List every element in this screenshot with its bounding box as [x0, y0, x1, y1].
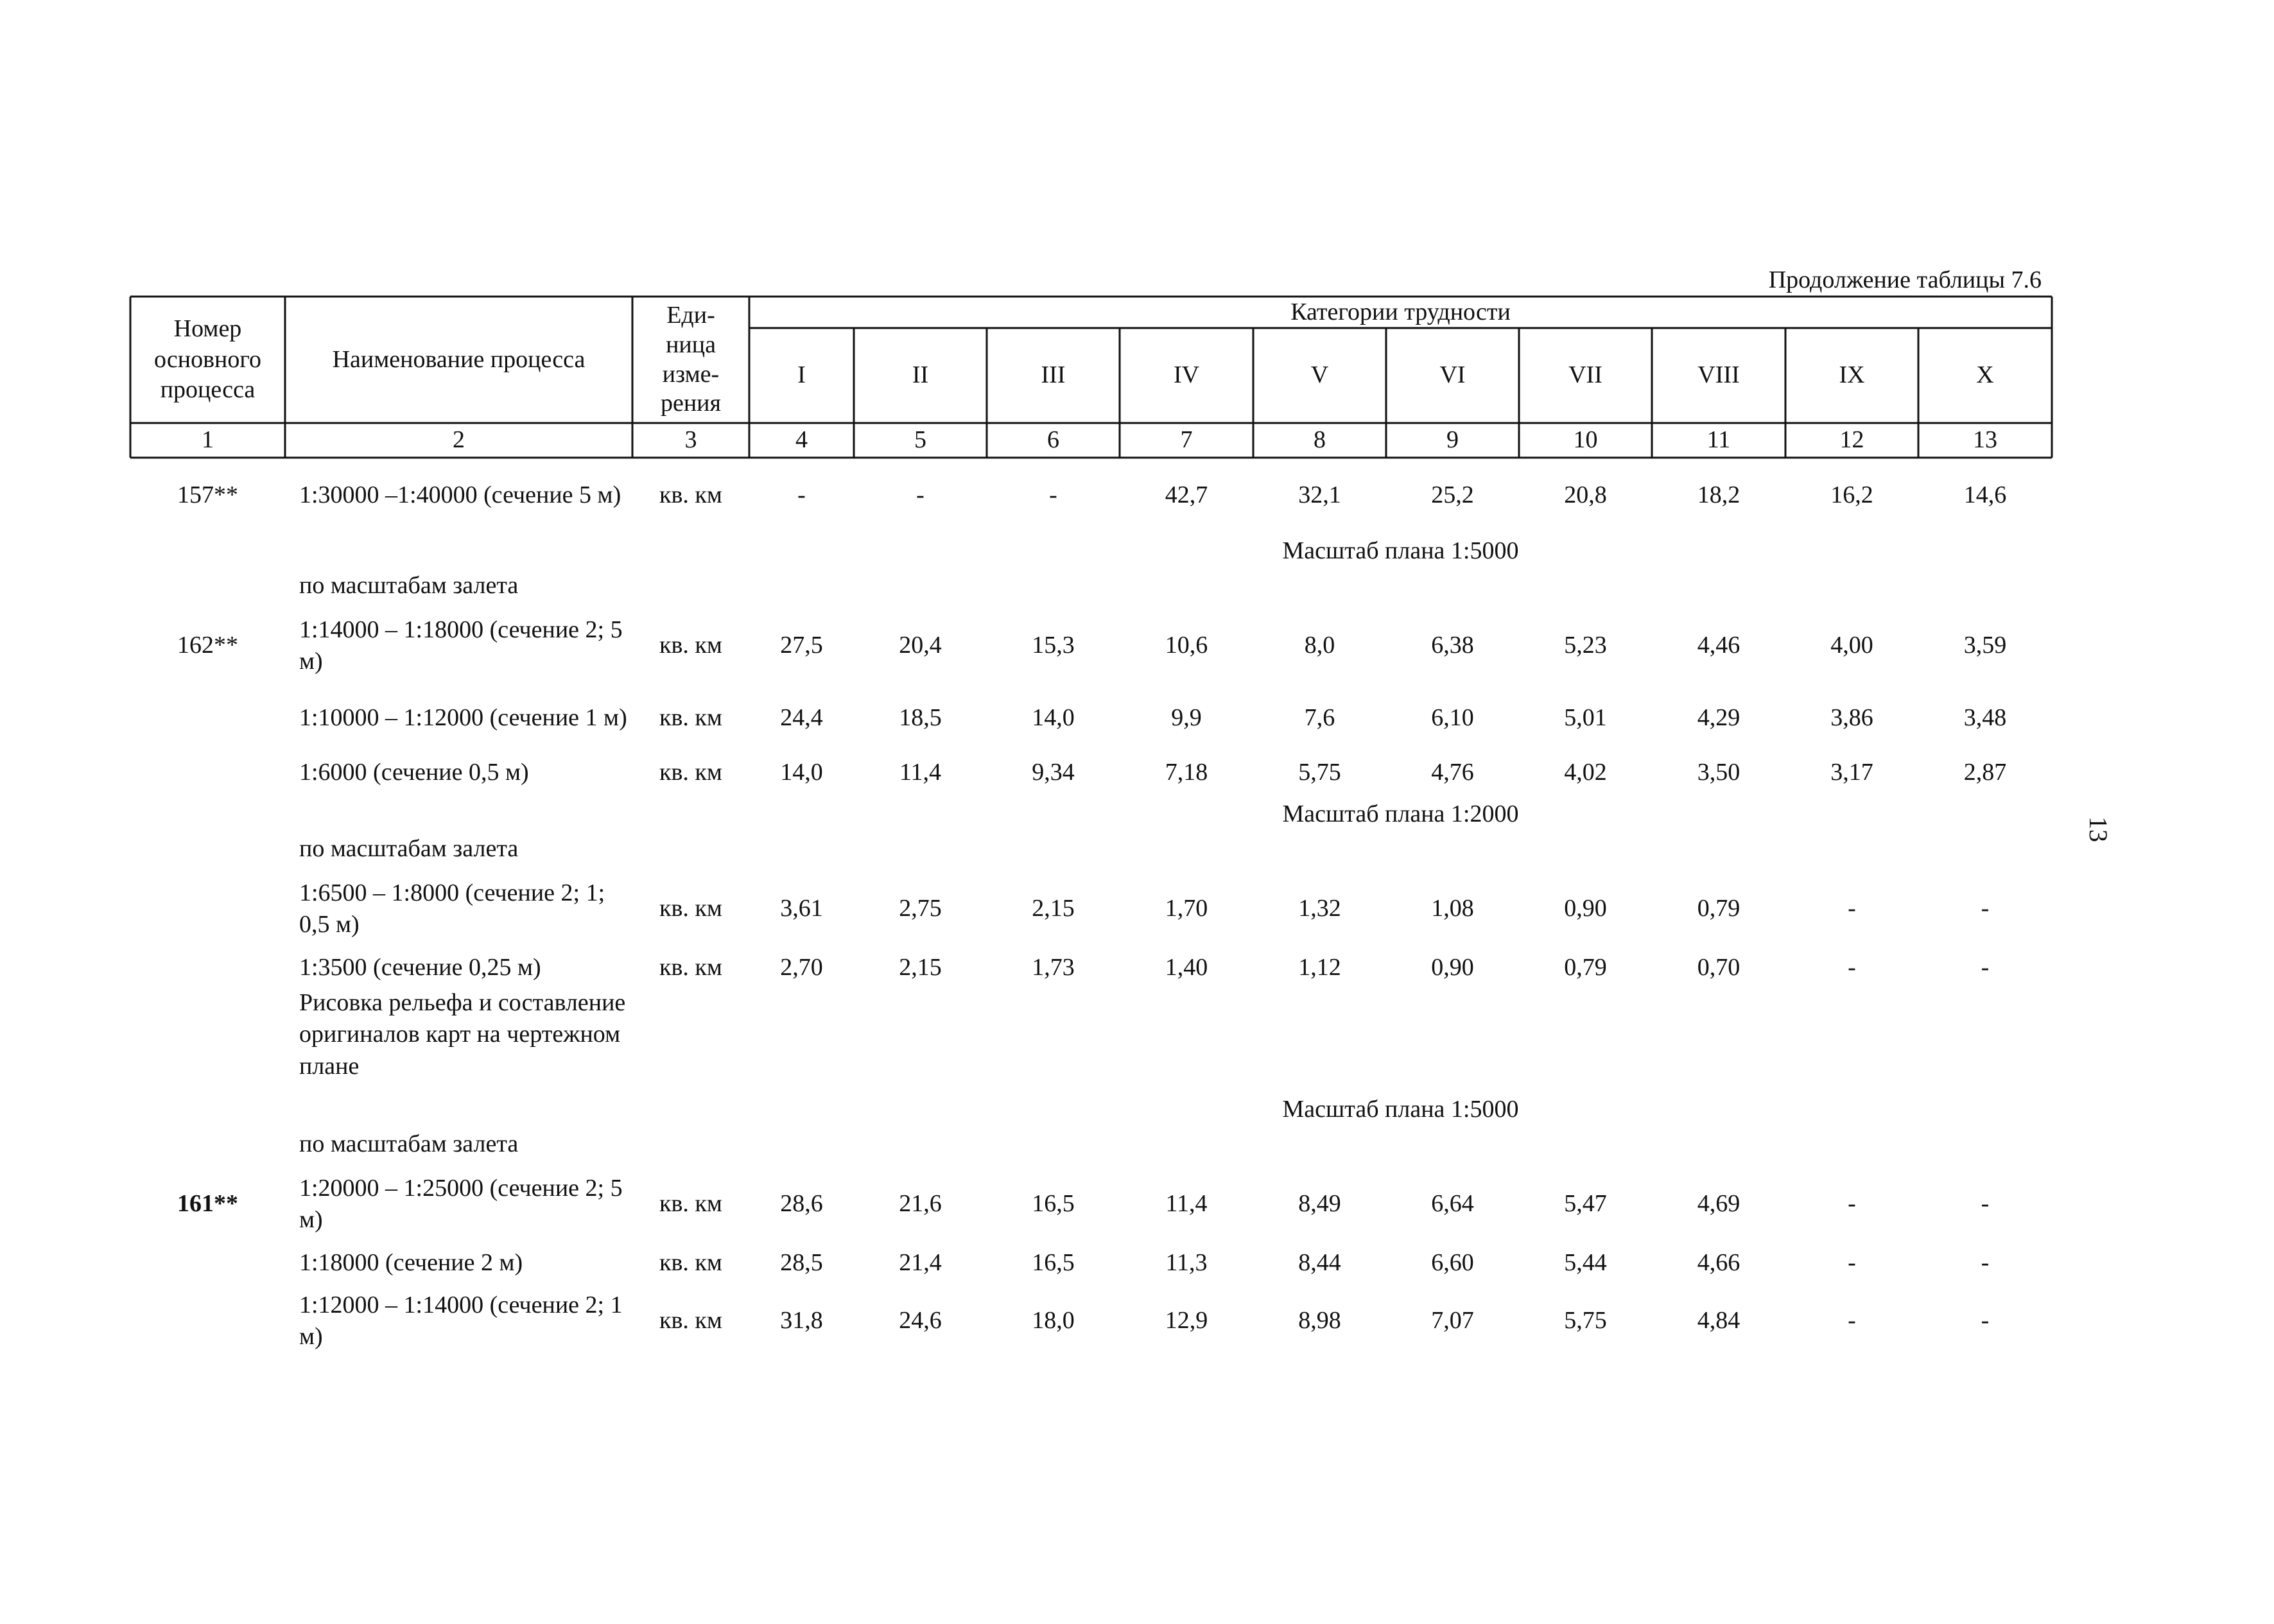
value-cat-10-text: -	[1981, 1249, 1990, 1277]
value-cat-1	[749, 752, 854, 793]
value-cat-9-text: -	[1848, 954, 1856, 981]
value-cat-2	[854, 610, 987, 682]
value-cat-7-text: 5,23	[1564, 632, 1607, 659]
header-column-number-text: 3	[684, 426, 697, 454]
value-cat-5	[1253, 1284, 1386, 1358]
header-category-6-text: VI	[1439, 361, 1466, 389]
value-cat-8	[1652, 947, 1785, 989]
unit-text: кв. км	[659, 1307, 722, 1335]
value-cat-3-text: 9,34	[1032, 759, 1075, 786]
value-cat-1-text: 28,6	[780, 1190, 823, 1218]
value-cat-10	[1918, 1284, 2052, 1358]
header-category-4	[1120, 328, 1253, 423]
value-cat-1	[749, 1168, 854, 1240]
unit	[632, 610, 749, 682]
value-cat-10	[1918, 873, 2052, 945]
process-number	[130, 1168, 285, 1240]
process-name-text: по масштабам залета	[299, 572, 519, 600]
unit-text: кв. км	[659, 704, 722, 732]
header-column-number	[987, 423, 1120, 458]
value-cat-8	[1652, 463, 1785, 528]
value-cat-8-text: 0,79	[1697, 895, 1740, 922]
header-unit-line: изме-	[662, 360, 720, 388]
value-cat-9-text: 16,2	[1830, 481, 1873, 509]
value-cat-3-text: 1,73	[1032, 954, 1075, 981]
value-cat-4	[1120, 1243, 1253, 1284]
header-category-8-text: VIII	[1697, 361, 1740, 389]
value-cat-7-text: 5,75	[1564, 1307, 1607, 1335]
header-unit-line: ница	[666, 331, 716, 358]
unit	[632, 873, 749, 945]
header-category-10	[1918, 328, 2052, 423]
value-cat-5-text: 8,44	[1298, 1249, 1341, 1277]
process-name	[299, 947, 634, 989]
value-cat-7	[1519, 463, 1652, 528]
process-name	[299, 569, 634, 603]
value-cat-2	[854, 684, 987, 752]
header-category-6	[1386, 328, 1519, 423]
value-cat-9-text: 3,17	[1830, 759, 1873, 786]
value-cat-8-text: 4,46	[1697, 632, 1740, 659]
header-category-5-text: V	[1310, 361, 1329, 389]
header-column-number	[1386, 423, 1519, 458]
process-number-text: 162**	[177, 632, 238, 659]
process-name-text: 1:20000 – 1:25000 (сечение 2; 5 м)	[299, 1174, 623, 1233]
value-cat-1	[749, 947, 854, 989]
process-name	[299, 1284, 634, 1358]
value-cat-5	[1253, 1168, 1386, 1240]
value-cat-10-text: -	[1981, 1307, 1990, 1335]
unit-text: кв. км	[659, 481, 722, 509]
unit-text: кв. км	[659, 759, 722, 786]
value-cat-3-text: 15,3	[1032, 632, 1075, 659]
value-cat-1	[749, 684, 854, 752]
value-cat-9-text: -	[1848, 895, 1856, 922]
header-unit-line: рения	[660, 390, 722, 417]
header-column-number-text: 6	[1047, 426, 1059, 454]
value-cat-3	[987, 1243, 1120, 1284]
process-name-text: 1:6000 (сечение 0,5 м)	[299, 759, 529, 786]
value-cat-6-text: 4,76	[1431, 759, 1474, 786]
value-cat-8-text: 4,84	[1697, 1307, 1740, 1335]
value-cat-4-text: 10,6	[1165, 632, 1208, 659]
value-cat-1	[749, 873, 854, 945]
value-cat-2-text: 11,4	[899, 759, 942, 786]
header-process-number	[133, 297, 282, 423]
header-category-9-text: IX	[1839, 361, 1865, 389]
value-cat-7	[1519, 752, 1652, 793]
value-cat-2-text: 2,75	[899, 895, 942, 922]
value-cat-10	[1918, 610, 2052, 682]
value-cat-3-text: -	[1049, 481, 1057, 509]
section-heading	[749, 1093, 2052, 1127]
process-group-title-text: Рисовка рельефа и составление оригиналов карт на чертежном плане	[299, 989, 626, 1080]
value-cat-7	[1519, 610, 1652, 682]
process-group-title	[299, 986, 634, 1084]
value-cat-5	[1253, 463, 1386, 528]
value-cat-9-text: -	[1848, 1190, 1856, 1218]
value-cat-3-text: 2,15	[1032, 895, 1075, 922]
value-cat-3	[987, 684, 1120, 752]
unit-text: кв. км	[659, 954, 722, 981]
value-cat-3	[987, 752, 1120, 793]
header-category-1-text: I	[797, 361, 806, 389]
table-caption: Продолжение таблицы 7.6	[1768, 266, 2042, 293]
header-categories-title	[749, 297, 2052, 328]
value-cat-10-text: -	[1981, 895, 1990, 922]
value-cat-6	[1386, 610, 1519, 682]
header-unit	[632, 297, 749, 423]
header-column-number-text: 5	[914, 426, 926, 454]
header-column-number	[1253, 423, 1386, 458]
process-name	[299, 463, 634, 528]
value-cat-7-text: 0,90	[1564, 895, 1607, 922]
value-cat-2	[854, 463, 987, 528]
value-cat-4-text: 42,7	[1165, 481, 1208, 509]
value-cat-1	[749, 610, 854, 682]
page-number: 13	[2084, 816, 2113, 842]
value-cat-3-text: 16,5	[1032, 1190, 1075, 1218]
header-column-number	[1785, 423, 1918, 458]
value-cat-5	[1253, 873, 1386, 945]
value-cat-7	[1519, 684, 1652, 752]
value-cat-5-text: 8,49	[1298, 1190, 1341, 1218]
value-cat-9-text: -	[1848, 1249, 1856, 1277]
value-cat-2	[854, 1243, 987, 1284]
header-column-number-text: 4	[795, 426, 808, 454]
header-column-number	[1519, 423, 1652, 458]
process-number	[130, 610, 285, 682]
process-name-text: 1:6500 – 1:8000 (сечение 2; 1; 0,5 м)	[299, 879, 605, 938]
value-cat-10	[1918, 463, 2052, 528]
value-cat-5	[1253, 610, 1386, 682]
value-cat-5-text: 8,98	[1298, 1307, 1341, 1335]
value-cat-1-text: 24,4	[780, 704, 823, 732]
value-cat-8	[1652, 1284, 1785, 1358]
value-cat-5-text: 1,32	[1298, 895, 1341, 922]
value-cat-7	[1519, 1284, 1652, 1358]
unit	[632, 947, 749, 989]
value-cat-6	[1386, 1284, 1519, 1358]
header-category-8	[1652, 328, 1785, 423]
value-cat-6	[1386, 1168, 1519, 1240]
process-number-text: 157**	[177, 481, 238, 509]
unit	[632, 752, 749, 793]
value-cat-8	[1652, 1243, 1785, 1284]
value-cat-8-text: 18,2	[1697, 481, 1740, 509]
value-cat-3-text: 14,0	[1032, 704, 1075, 732]
value-cat-4-text: 11,4	[1165, 1190, 1208, 1218]
value-cat-1	[749, 1243, 854, 1284]
value-cat-1	[749, 463, 854, 528]
value-cat-7	[1519, 1243, 1652, 1284]
value-cat-8	[1652, 610, 1785, 682]
header-column-number-text: 1	[202, 426, 214, 454]
value-cat-9	[1785, 610, 1918, 682]
value-cat-2-text: 21,6	[899, 1190, 942, 1218]
value-cat-2-text: 18,5	[899, 704, 942, 732]
header-category-3	[987, 328, 1120, 423]
header-category-1	[749, 328, 854, 423]
value-cat-3	[987, 947, 1120, 989]
value-cat-6-text: 7,07	[1431, 1307, 1474, 1335]
header-category-5	[1253, 328, 1386, 423]
header-process-name	[285, 297, 632, 423]
value-cat-4	[1120, 947, 1253, 989]
value-cat-3-text: 16,5	[1032, 1249, 1075, 1277]
value-cat-7-text: 5,44	[1564, 1249, 1607, 1277]
unit-text: кв. км	[659, 895, 722, 922]
unit	[632, 463, 749, 528]
value-cat-9	[1785, 752, 1918, 793]
header-column-number-text: 9	[1446, 426, 1459, 454]
value-cat-4-text: 9,9	[1171, 704, 1202, 732]
value-cat-10-text: -	[1981, 1190, 1990, 1218]
process-name-text: 1:30000 –1:40000 (сечение 5 м)	[299, 481, 621, 509]
value-cat-2-text: -	[916, 481, 924, 509]
value-cat-5-text: 7,6	[1304, 704, 1335, 732]
value-cat-1-text: -	[797, 481, 806, 509]
value-cat-8	[1652, 752, 1785, 793]
header-column-number-text: 10	[1573, 426, 1598, 454]
value-cat-10	[1918, 684, 2052, 752]
value-cat-6-text: 25,2	[1431, 481, 1474, 509]
value-cat-8-text: 3,50	[1697, 759, 1740, 786]
value-cat-5-text: 5,75	[1298, 759, 1341, 786]
value-cat-4	[1120, 873, 1253, 945]
value-cat-8	[1652, 684, 1785, 752]
header-category-9	[1785, 328, 1918, 423]
header-category-4-text: IV	[1173, 361, 1200, 389]
unit	[632, 1168, 749, 1240]
value-cat-9	[1785, 873, 1918, 945]
header-column-number	[854, 423, 987, 458]
process-name	[299, 752, 634, 793]
process-name	[299, 1243, 634, 1284]
value-cat-8-text: 4,69	[1697, 1190, 1740, 1218]
value-cat-4-text: 1,40	[1165, 954, 1208, 981]
value-cat-1-text: 31,8	[780, 1307, 823, 1335]
value-cat-2	[854, 947, 987, 989]
value-cat-9	[1785, 463, 1918, 528]
value-cat-8-text: 0,70	[1697, 954, 1740, 981]
process-name-text: 1:14000 – 1:18000 (сечение 2; 5 м)	[299, 616, 623, 675]
value-cat-6-text: 6,10	[1431, 704, 1474, 732]
value-cat-8-text: 4,29	[1697, 704, 1740, 732]
value-cat-3	[987, 610, 1120, 682]
header-column-number	[1120, 423, 1253, 458]
process-name	[299, 610, 634, 682]
process-name	[299, 1168, 634, 1240]
process-name	[299, 832, 634, 867]
value-cat-4	[1120, 1168, 1253, 1240]
header-column-number	[130, 423, 285, 458]
header-column-number-text: 7	[1180, 426, 1193, 454]
value-cat-8	[1652, 873, 1785, 945]
value-cat-5	[1253, 684, 1386, 752]
header-column-number-text: 13	[1973, 426, 1997, 454]
process-number	[130, 463, 285, 528]
unit	[632, 1284, 749, 1358]
value-cat-2	[854, 752, 987, 793]
header-unit-line: Еди-	[666, 302, 715, 329]
value-cat-1	[749, 1284, 854, 1358]
value-cat-2-text: 24,6	[899, 1307, 942, 1335]
process-name	[299, 1127, 634, 1162]
header-category-2	[854, 328, 987, 423]
value-cat-4	[1120, 610, 1253, 682]
value-cat-3	[987, 463, 1120, 528]
value-cat-10	[1918, 752, 2052, 793]
value-cat-6-text: 6,60	[1431, 1249, 1474, 1277]
header-category-7	[1519, 328, 1652, 423]
header-process-name-text: Наименование процесса	[332, 345, 586, 373]
section-heading	[749, 534, 2052, 569]
process-name-text: 1:10000 – 1:12000 (сечение 1 м)	[299, 704, 627, 732]
process-number-text: 161**	[177, 1190, 238, 1218]
value-cat-2-text: 20,4	[899, 632, 942, 659]
value-cat-5-text: 32,1	[1298, 481, 1341, 509]
value-cat-4	[1120, 1284, 1253, 1358]
header-column-number	[749, 423, 854, 458]
value-cat-6	[1386, 684, 1519, 752]
value-cat-1-text: 28,5	[780, 1249, 823, 1277]
header-column-number	[1652, 423, 1785, 458]
value-cat-7-text: 0,79	[1564, 954, 1607, 981]
process-name-text: по масштабам залета	[299, 1130, 519, 1158]
value-cat-4	[1120, 684, 1253, 752]
section-heading-text: Масштаб плана 1:5000	[1282, 537, 1519, 565]
header-categories-title-text: Категории трудности	[1290, 298, 1511, 325]
process-name	[299, 873, 634, 945]
value-cat-7-text: 5,01	[1564, 704, 1607, 732]
header-column-number	[285, 423, 632, 458]
value-cat-4-text: 11,3	[1165, 1249, 1208, 1277]
value-cat-4	[1120, 752, 1253, 793]
unit	[632, 684, 749, 752]
process-name	[299, 684, 634, 752]
unit-text: кв. км	[659, 632, 722, 659]
value-cat-5	[1253, 752, 1386, 793]
value-cat-7-text: 5,47	[1564, 1190, 1607, 1218]
value-cat-9	[1785, 947, 1918, 989]
unit	[632, 1243, 749, 1284]
value-cat-8-text: 4,66	[1697, 1249, 1740, 1277]
section-heading-text: Масштаб плана 1:2000	[1282, 800, 1519, 828]
value-cat-10	[1918, 1243, 2052, 1284]
value-cat-6-text: 6,38	[1431, 632, 1474, 659]
value-cat-6-text: 6,64	[1431, 1190, 1474, 1218]
header-process-number-text: Номер основного процесса	[153, 315, 262, 404]
process-name-text: 1:12000 – 1:14000 (сечение 2; 1 м)	[299, 1291, 623, 1350]
value-cat-4-text: 1,70	[1165, 895, 1208, 922]
value-cat-8	[1652, 1168, 1785, 1240]
header-column-number-text: 11	[1706, 426, 1731, 454]
header-column-number-text: 2	[453, 426, 465, 454]
value-cat-10	[1918, 1168, 2052, 1240]
value-cat-1-text: 2,70	[780, 954, 823, 981]
header-column-number-text: 8	[1314, 426, 1326, 454]
value-cat-6	[1386, 752, 1519, 793]
value-cat-6	[1386, 463, 1519, 528]
value-cat-3	[987, 1284, 1120, 1358]
value-cat-3-text: 18,0	[1032, 1307, 1075, 1335]
value-cat-6	[1386, 873, 1519, 945]
header-category-10-text: X	[1976, 361, 1994, 389]
value-cat-4-text: 7,18	[1165, 759, 1208, 786]
header-column-number-text: 12	[1839, 426, 1864, 454]
header-category-3-text: III	[1041, 361, 1066, 389]
value-cat-10-text: 2,87	[1963, 759, 2007, 786]
value-cat-9-text: 3,86	[1830, 704, 1873, 732]
value-cat-7	[1519, 1168, 1652, 1240]
value-cat-10-text: -	[1981, 954, 1990, 981]
value-cat-6	[1386, 947, 1519, 989]
section-heading	[749, 797, 2052, 832]
value-cat-7-text: 4,02	[1564, 759, 1607, 786]
value-cat-2	[854, 1168, 987, 1240]
header-category-2-text: II	[912, 361, 929, 389]
value-cat-9-text: 4,00	[1830, 632, 1873, 659]
value-cat-10-text: 3,48	[1963, 704, 2007, 732]
value-cat-2	[854, 1284, 987, 1358]
header-column-number	[632, 423, 749, 458]
value-cat-3	[987, 873, 1120, 945]
value-cat-9	[1785, 1284, 1918, 1358]
value-cat-2-text: 21,4	[899, 1249, 942, 1277]
unit-text: кв. км	[659, 1190, 722, 1218]
value-cat-2-text: 2,15	[899, 954, 942, 981]
value-cat-5-text: 1,12	[1298, 954, 1341, 981]
value-cat-5-text: 8,0	[1304, 632, 1335, 659]
process-name-text: 1:18000 (сечение 2 м)	[299, 1249, 523, 1277]
value-cat-1-text: 27,5	[780, 632, 823, 659]
header-category-7-text: VII	[1568, 361, 1602, 389]
value-cat-1-text: 14,0	[780, 759, 823, 786]
value-cat-6-text: 1,08	[1431, 895, 1474, 922]
section-heading-text: Масштаб плана 1:5000	[1282, 1096, 1519, 1123]
value-cat-9	[1785, 1243, 1918, 1284]
value-cat-10-text: 3,59	[1963, 632, 2007, 659]
unit-text: кв. км	[659, 1249, 722, 1277]
value-cat-9	[1785, 684, 1918, 752]
value-cat-5	[1253, 1243, 1386, 1284]
value-cat-6	[1386, 1243, 1519, 1284]
value-cat-10	[1918, 947, 2052, 989]
value-cat-2	[854, 873, 987, 945]
value-cat-9-text: -	[1848, 1307, 1856, 1335]
value-cat-10-text: 14,6	[1963, 481, 2007, 509]
process-name-text: 1:3500 (сечение 0,25 м)	[299, 954, 541, 981]
value-cat-7	[1519, 947, 1652, 989]
value-cat-3	[987, 1168, 1120, 1240]
value-cat-6-text: 0,90	[1431, 954, 1474, 981]
value-cat-9	[1785, 1168, 1918, 1240]
value-cat-7	[1519, 873, 1652, 945]
value-cat-4	[1120, 463, 1253, 528]
value-cat-4-text: 12,9	[1165, 1307, 1208, 1335]
value-cat-7-text: 20,8	[1564, 481, 1607, 509]
value-cat-5	[1253, 947, 1386, 989]
process-name-text: по масштабам залета	[299, 835, 519, 863]
header-column-number	[1918, 423, 2052, 458]
value-cat-1-text: 3,61	[780, 895, 823, 922]
